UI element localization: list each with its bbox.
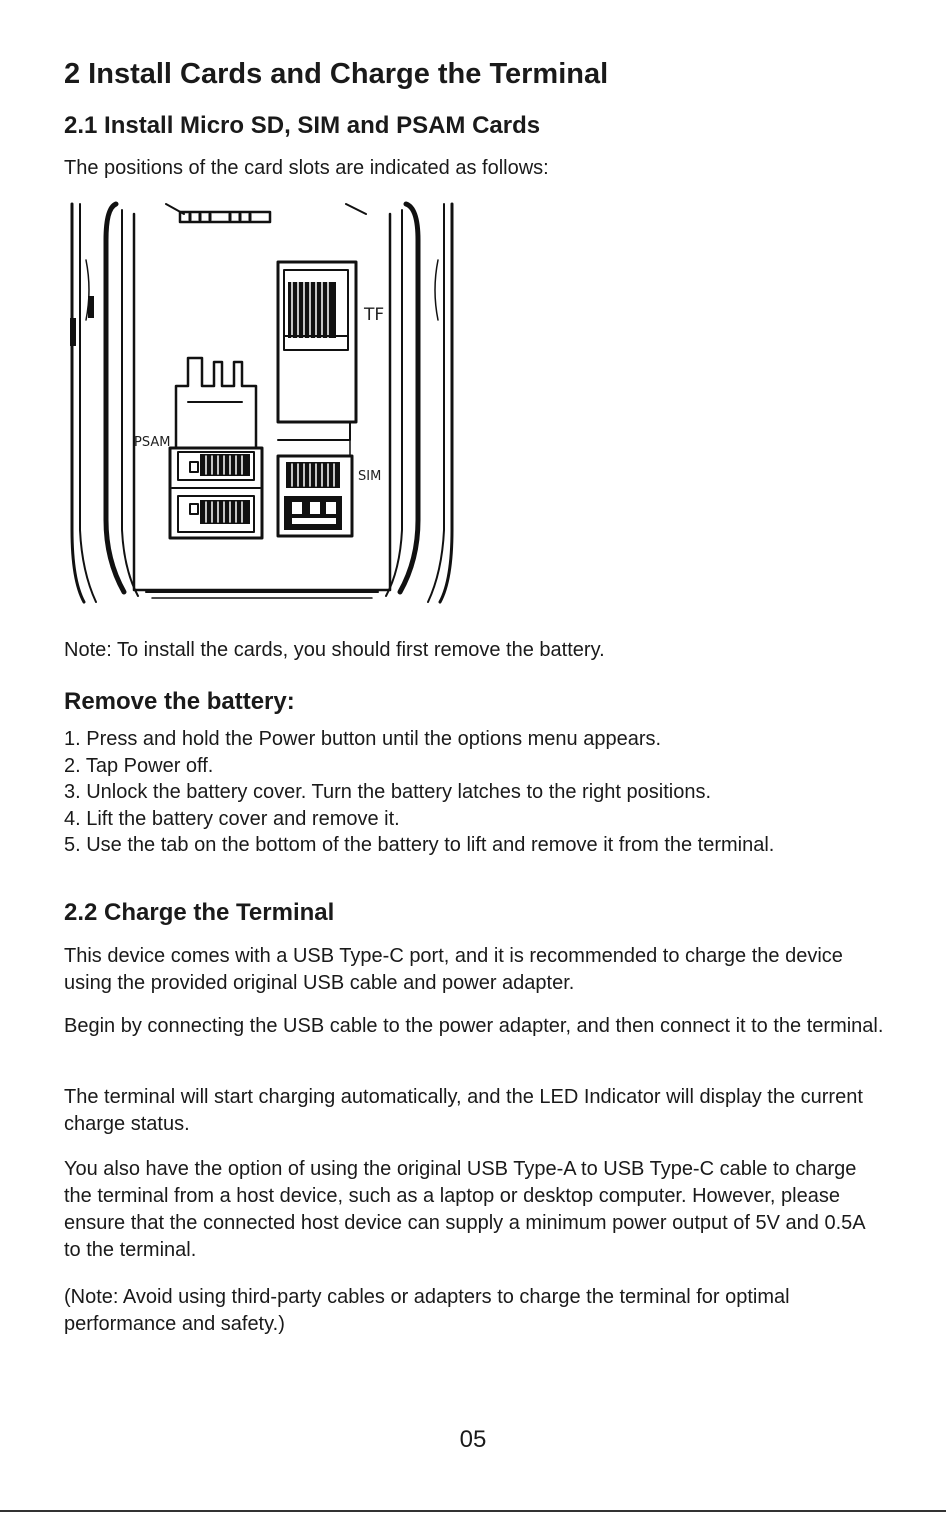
remove-battery-title: Remove the battery: [64,688,295,715]
charge-paragraph: You also have the option of using the original USB Type-A to USB Type-C cable to charge the terminal from a host device, such as a laptop or desktop computer. However, please ensure that the connected host device can supply a minimum power output of 5V and 0.5A to the terminal. [64,1158,865,1261]
intro-text: The positions of the card slots are indicated as follows: [64,157,549,179]
charge-paragraph: Begin by connecting the USB cable to the power adapter, and then connect it to the terminal. [64,1015,884,1037]
step-item: 5. Use the tab on the bottom of the battery to lift and remove it from the terminal. [64,834,775,857]
chapter-heading: 2 Install Cards and Charge the Terminal [64,58,609,90]
remove-battery-steps [64,726,774,859]
page-number: 05 [459,1426,487,1453]
label-tf: TF [364,305,385,325]
step-item: 3. Unlock the battery cover. Turn the battery latches to the right positions. [64,781,712,804]
charge-paragraph: This device comes with a USB Type-C port, and it is recommended to charge the device using the provided original USB cable and power adapter. [64,945,843,994]
charge-paragraph: The terminal will start charging automatically, and the LED Indicator will display the current charge status. [64,1086,863,1135]
section-heading-install-cards: 2.1 Install Micro SD, SIM and PSAM Cards [64,112,541,139]
bottom-rule [0,1510,946,1512]
label-psam: PSAM [134,435,171,450]
charge-note: (Note: Avoid using third-party cables or adapters to charge the terminal for optimal performance and safety.) [64,1286,790,1335]
label-sim: SIM [358,469,382,484]
step-item: 2. Tap Power off. [64,754,214,777]
section-heading-charge: 2.2 Charge the Terminal [64,899,335,926]
step-item: 4. Lift the battery cover and remove it. [64,807,400,830]
card-slot-diagram [66,200,458,604]
step-item: 1. Press and hold the Power button until the options menu appears. [64,728,662,750]
note-remove-battery: Note: To install the cards, you should first remove the battery. [64,639,605,661]
